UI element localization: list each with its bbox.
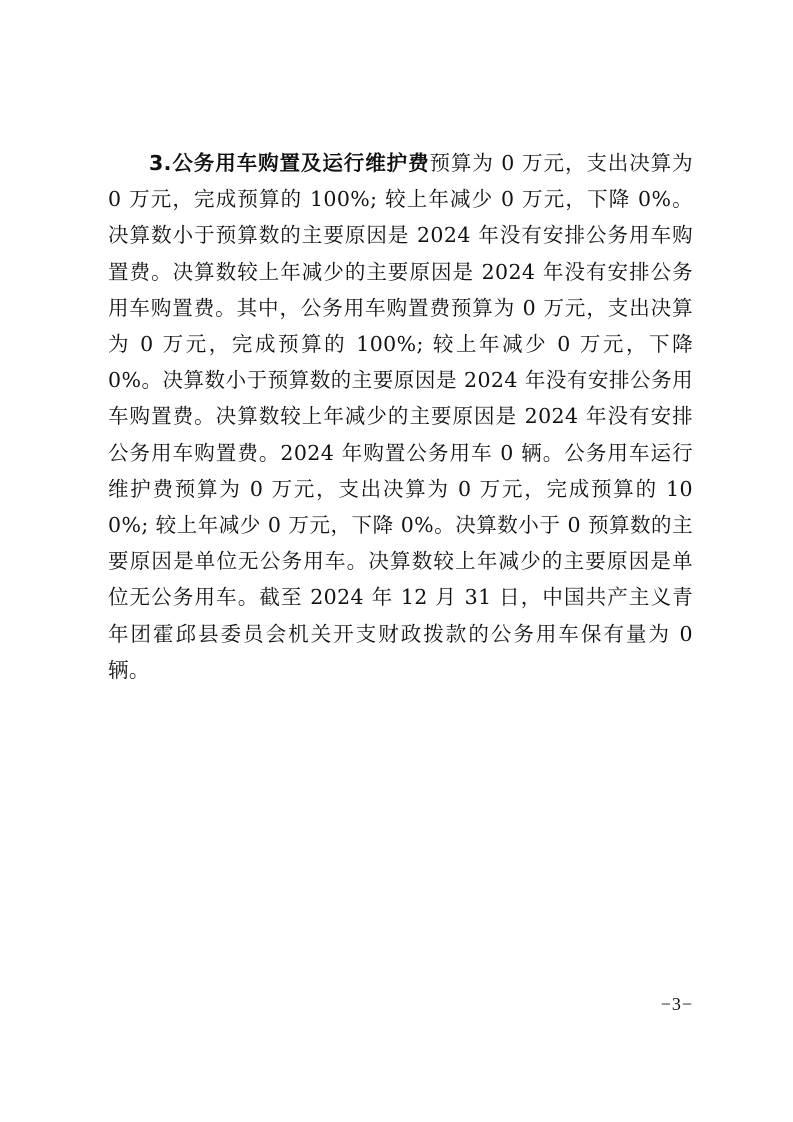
section-heading: 3.公务用车购置及运行维护费	[149, 151, 430, 175]
page-number: −3−	[660, 994, 693, 1014]
body-paragraph	[108, 145, 693, 688]
paragraph-text: 预算为 0 万元，支出决算为 0 万元，完成预算的 100%; 较上年减少 0 万元，下降 0%。决算数小于预算数的主要原因是 2024 年没有安排公务用车购置费。决算数较上年减少的主要原因是 2024 年没有安排公务用车购置费。其中，公务用车购置费预算为 0 万元，支出决算为 0 万元，完成预算的 100%; 较上年减少 0 万元，下降 0%。决算数小于预算数的主要原因是 2024 年没有安排公务用车购置费。决算数较上年减少的主要原因是 2024 年没有安排公务用车购置费。2024 年购置公务用车 0 辆。公务用车运行维护费预算为 0 万元，支出决算为 0 万元，完成预算的 100%; 较上年减少 0 万元，下降 0%。决算数小于 0 预算数的主要原因是单位无公务用车。决算数较上年减少的主要原因是单位无公务用车。截至 2024 年 12 月 31 日，中国共产主义青年团霍邱县委员会机关开支财政拨款的公务用车保有量为 0 辆。	[108, 151, 693, 682]
